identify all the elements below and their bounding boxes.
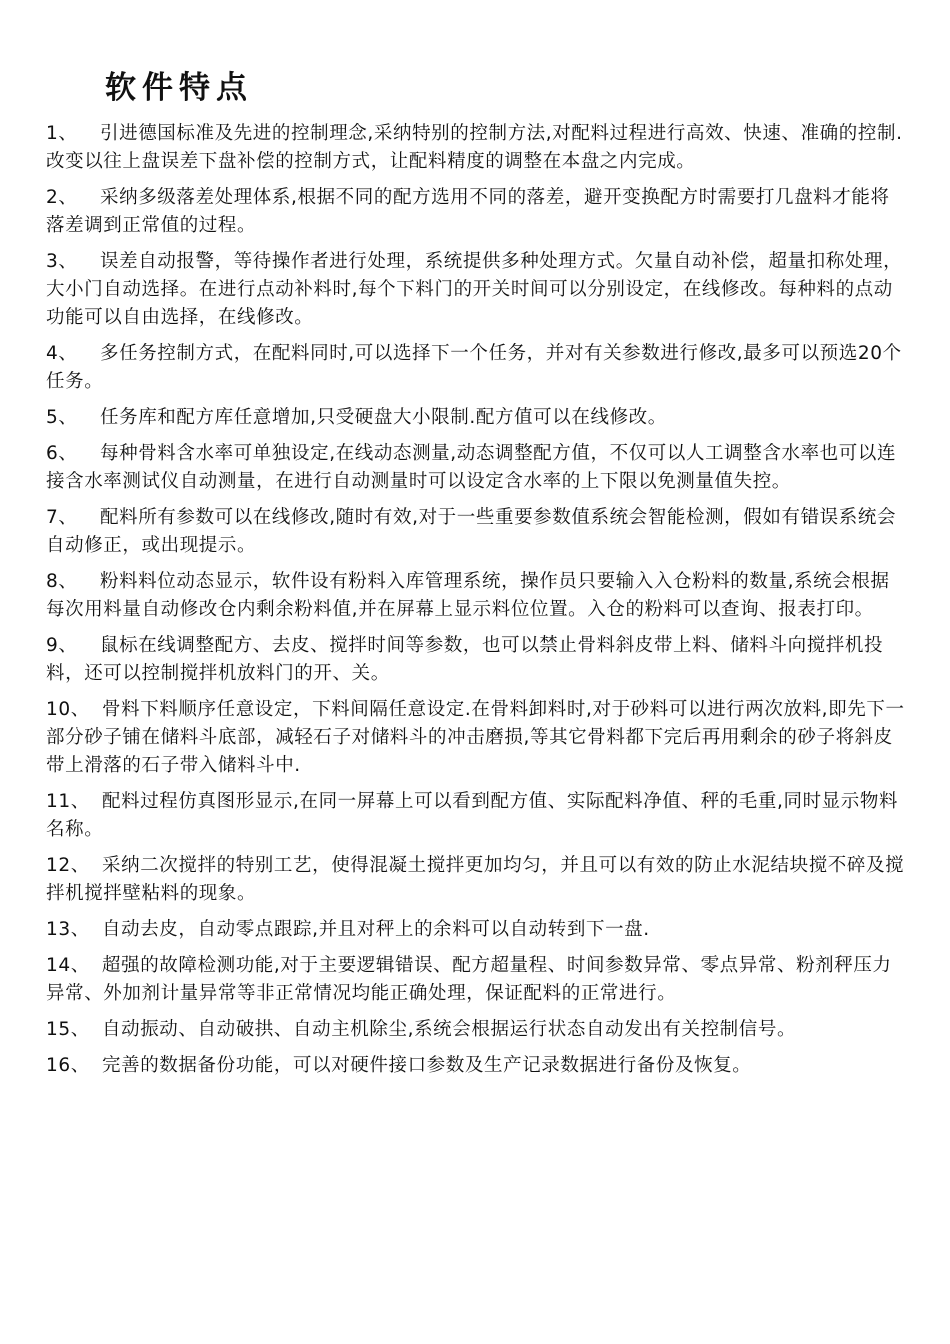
item-number: 12、 <box>46 855 90 876</box>
item-text: 自动去皮，自动零点跟踪,并且对秤上的余料可以自动转到下一盘. <box>102 919 650 940</box>
item-number: 14、 <box>46 955 90 976</box>
item-text: 多任务控制方式，在配料同时,可以选择下一个任务，并对有关参数进行修改,最多可以预选20个任务。 <box>46 343 902 392</box>
feature-list <box>46 120 908 1088</box>
item-number: 11、 <box>46 791 90 812</box>
item-number: 1、 <box>46 123 78 144</box>
list-item <box>46 952 908 1008</box>
item-text: 粉料料位动态显示，软件设有粉料入库管理系统，操作员只要输入入仓粉料的数量,系统会根据每次用料量自动修改仓内剩余粉料值,并在屏幕上显示料位位置。入仓的粉料可以查询、报表打印。 <box>46 571 890 620</box>
list-item <box>46 1016 908 1044</box>
item-text: 鼠标在线调整配方、去皮、搅拌时间等参数，也可以禁止骨料斜皮带上料、储料斗向搅拌机投料，还可以控制搅拌机放料门的开、关。 <box>46 635 884 684</box>
item-text: 采纳二次搅拌的特别工艺，使得混凝土搅拌更加均匀，并且可以有效的防止水泥结块搅不碎及搅拌机搅拌壁粘料的现象。 <box>46 855 905 904</box>
item-number: 4、 <box>46 343 78 364</box>
item-text: 骨料下料顺序任意设定，下料间隔任意设定.在骨料卸料时,对于砂料可以进行两次放料,即先下一部分砂子铺在储料斗底部，减轻石子对储料斗的冲击磨损,等其它骨料都下完后再用剩余的砂子将斜皮带上滑落的石子带入储料斗中. <box>46 699 905 776</box>
list-item <box>46 184 908 240</box>
item-text: 配料所有参数可以在线修改,随时有效,对于一些重要参数值系统会智能检测，假如有错误系统会自动修正，或出现提示。 <box>46 507 897 556</box>
list-item <box>46 1052 908 1080</box>
item-number: 13、 <box>46 919 90 940</box>
list-item <box>46 852 908 908</box>
item-text: 自动振动、自动破拱、自动主机除尘,系统会根据运行状态自动发出有关控制信号。 <box>102 1019 797 1040</box>
item-number: 7、 <box>46 507 78 528</box>
list-item <box>46 788 908 844</box>
list-item <box>46 440 908 496</box>
list-item <box>46 696 908 780</box>
list-item <box>46 340 908 396</box>
item-text: 完善的数据备份功能，可以对硬件接口参数及生产记录数据进行备份及恢复。 <box>102 1055 752 1076</box>
item-text: 任务库和配方库任意增加,只受硬盘大小限制.配方值可以在线修改。 <box>100 407 667 428</box>
item-number: 2、 <box>46 187 78 208</box>
item-number: 8、 <box>46 571 78 592</box>
item-number: 5、 <box>46 407 78 428</box>
list-item <box>46 632 908 688</box>
item-number: 15、 <box>46 1019 90 1040</box>
item-number: 6、 <box>46 443 78 464</box>
item-number: 10、 <box>46 699 90 720</box>
item-number: 16、 <box>46 1055 90 1076</box>
list-item <box>46 248 908 332</box>
item-text: 超强的故障检测功能,对于主要逻辑错误、配方超量程、时间参数异常、零点异常、粉剂秤压力异常、外加剂计量异常等非正常情况均能正确处理，保证配料的正常进行。 <box>46 955 892 1004</box>
list-item <box>46 504 908 560</box>
list-item <box>46 404 908 432</box>
item-number: 3、 <box>46 251 78 272</box>
list-item <box>46 568 908 624</box>
item-text: 每种骨料含水率可单独设定,在线动态测量,动态调整配方值，不仅可以人工调整含水率也可以连接含水率测试仪自动测量，在进行自动测量时可以设定含水率的上下限以免测量值失控。 <box>46 443 897 492</box>
page-title: 软件特点 <box>105 70 253 106</box>
item-text: 误差自动报警，等待操作者进行处理，系统提供多种处理方式。欠量自动补偿，超量扣称处理，大小门自动选择。在进行点动补料时,每个下料门的开关时间可以分别设定，在线修改。每种料的点动功能可以自由选择，在线修改。 <box>46 251 903 328</box>
item-text: 采纳多级落差处理体系,根据不同的配方选用不同的落差，避开变换配方时需要打几盘料才能将落差调到正常值的过程。 <box>46 187 890 236</box>
item-text: 引进德国标准及先进的控制理念,采纳特别的控制方法,对配料过程进行高效、快速、准确的控制.改变以往上盘误差下盘补偿的控制方式，让配料精度的调整在本盘之内完成。 <box>46 123 903 172</box>
item-text: 配料过程仿真图形显示,在同一屏幕上可以看到配方值、实际配料净值、秤的毛重,同时显示物料名称。 <box>46 791 899 840</box>
list-item <box>46 120 908 176</box>
item-number: 9、 <box>46 635 78 656</box>
list-item <box>46 916 908 944</box>
